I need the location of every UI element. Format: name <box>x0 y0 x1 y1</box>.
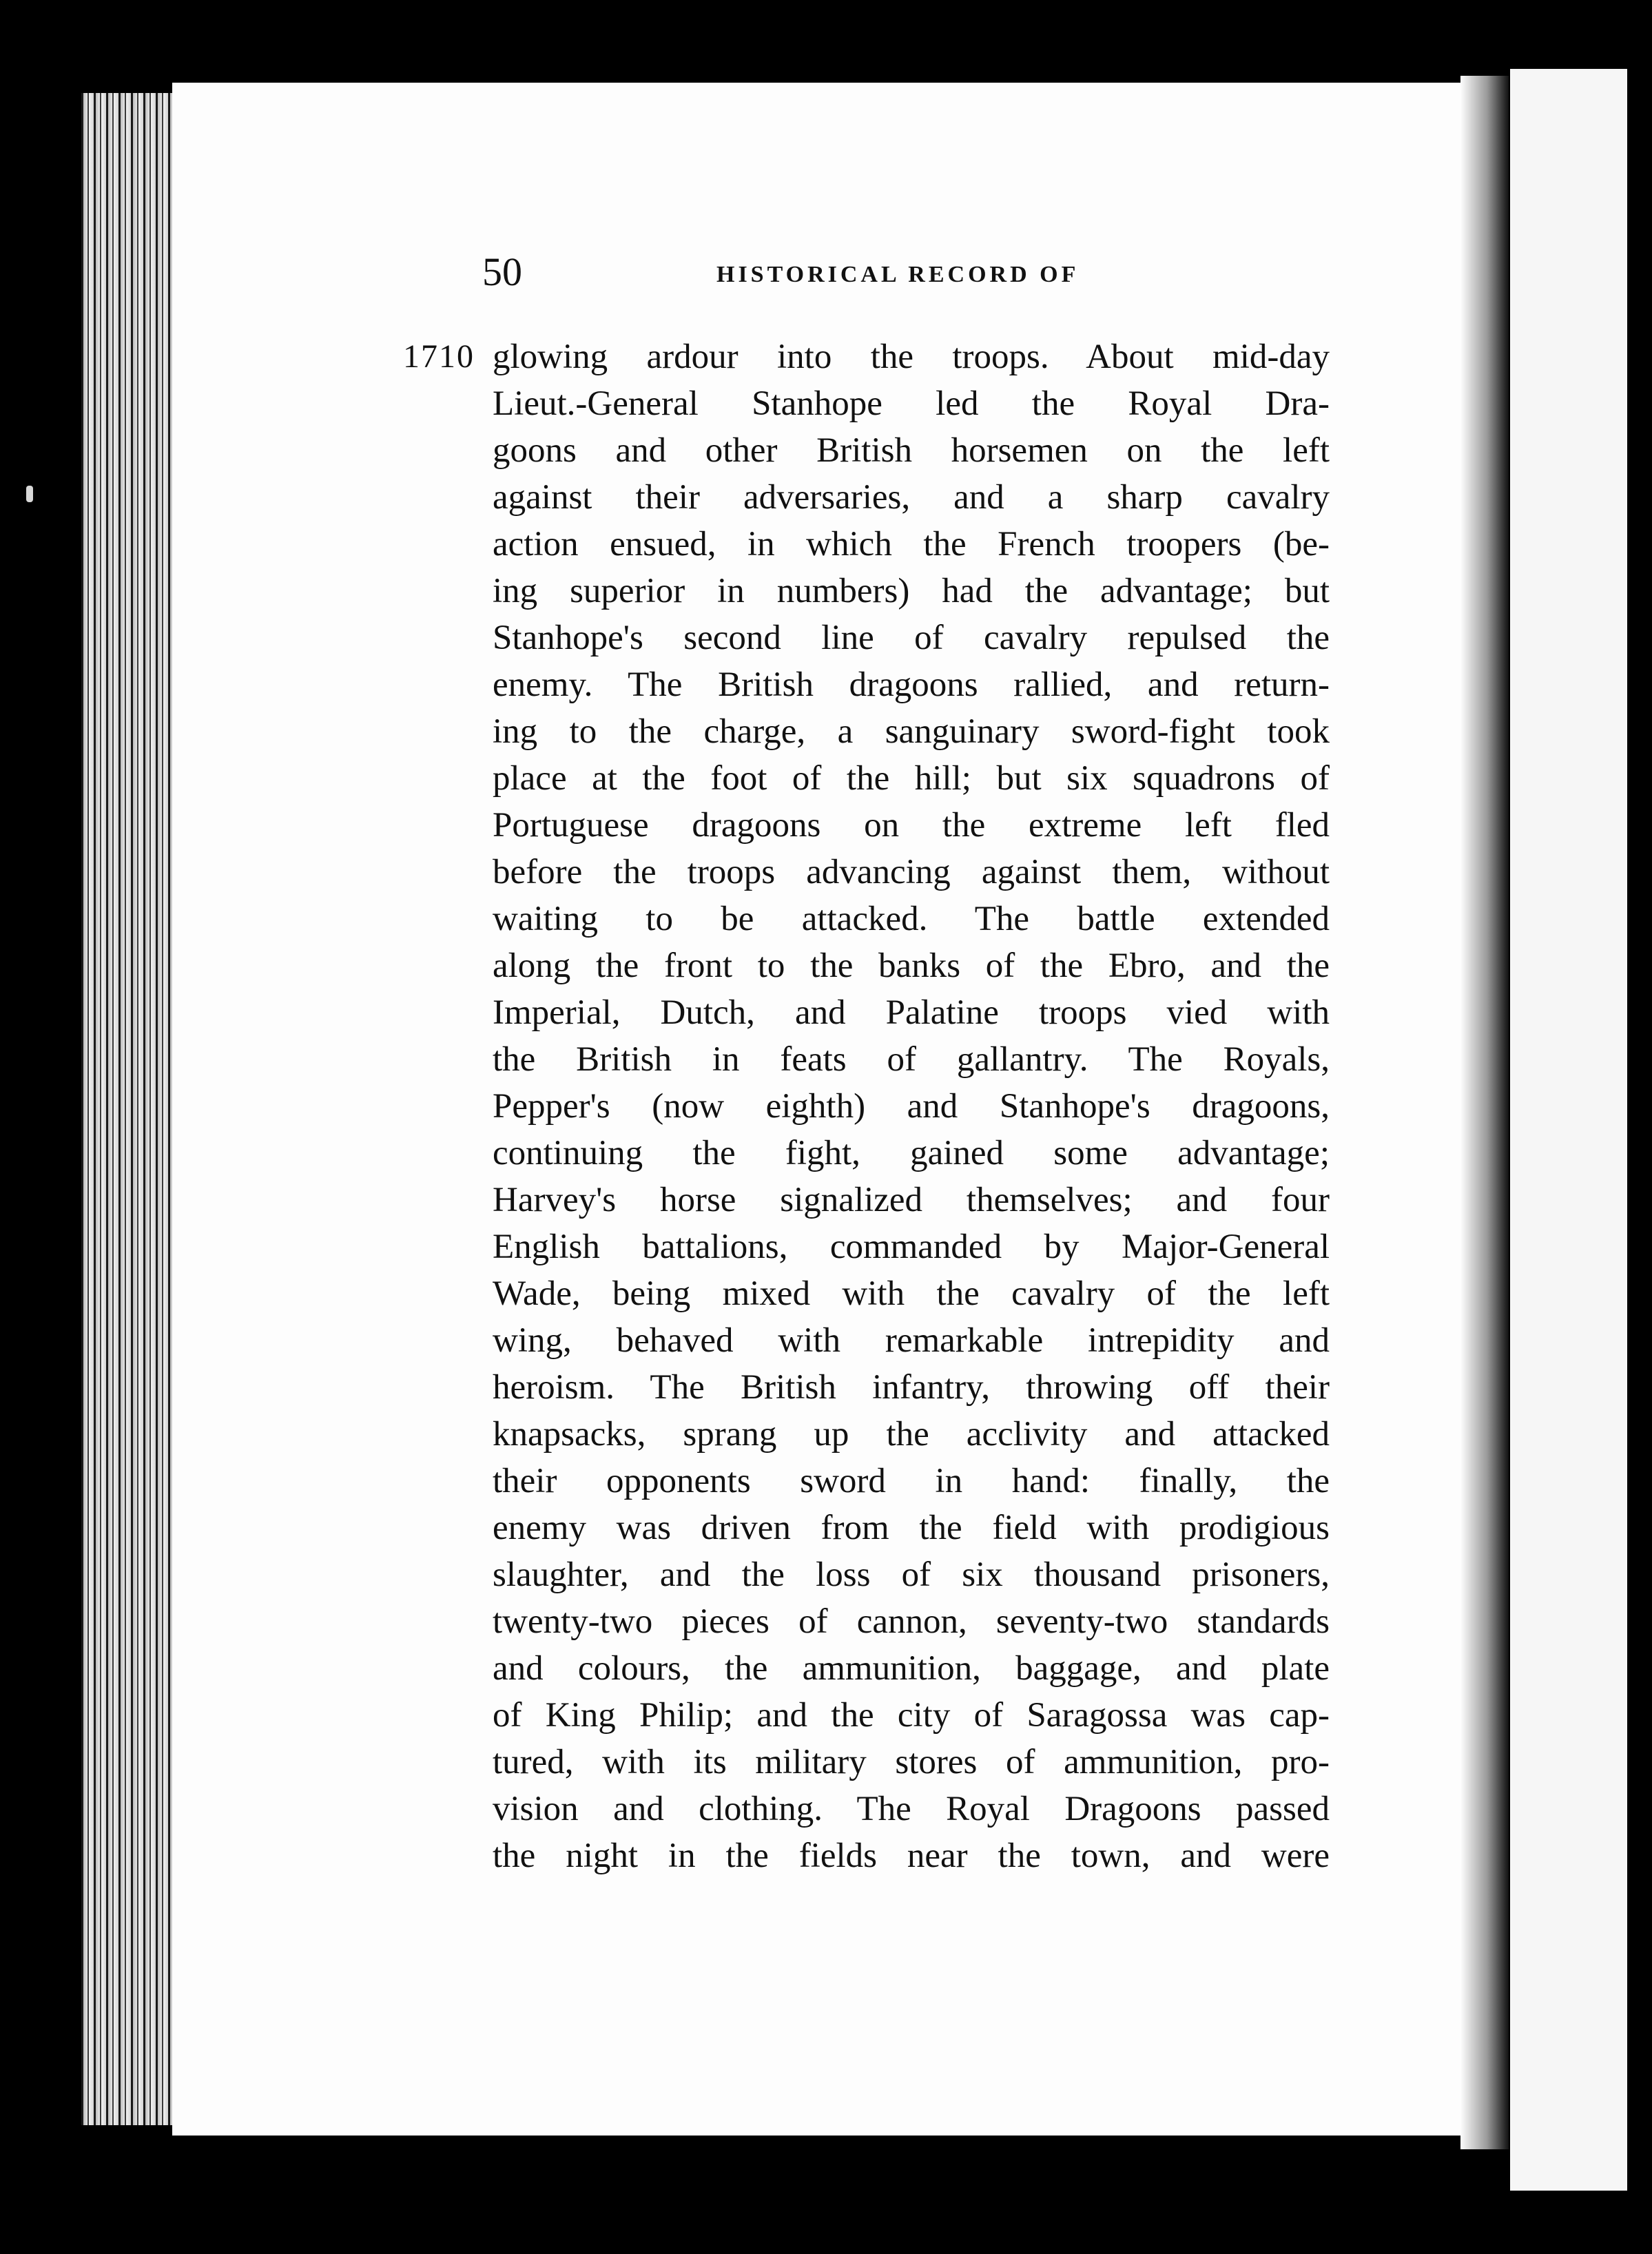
text-line: Imperial, Dutch, and Palatine troops vied with <box>493 993 1330 1032</box>
text-line: wing, behaved with remarkable intrepidity and <box>493 1321 1330 1360</box>
page-header <box>482 245 1330 300</box>
scan-speck <box>26 486 33 502</box>
text-line: against their adversaries, and a sharp cavalry <box>493 478 1330 517</box>
running-title: HISTORICAL RECORD OF <box>716 262 1080 287</box>
text-line: continuing the fight, gained some advantage; <box>493 1134 1330 1172</box>
book-gutter-shadow <box>1460 76 1509 2149</box>
facing-page <box>1510 69 1627 2191</box>
text-line: the night in the fields near the town, and were <box>493 1837 1330 1875</box>
margin-year: 1710 <box>403 338 475 375</box>
text-line: waiting to be attacked. The battle extended <box>493 900 1330 938</box>
text-line: goons and other British horsemen on the left <box>493 431 1330 470</box>
text-line: action ensued, in which the French troopers (be- <box>493 525 1330 564</box>
text-line: twenty-two pieces of cannon, seventy-two standards <box>493 1602 1330 1641</box>
text-line: heroism. The British infantry, throwing off their <box>493 1368 1330 1407</box>
text-line: of King Philip; and the city of Saragossa was cap- <box>493 1696 1330 1735</box>
body-text <box>493 333 1330 1879</box>
text-line: the British in feats of gallantry. The Royals, <box>493 1040 1330 1079</box>
text-line: and colours, the ammunition, baggage, and plate <box>493 1649 1330 1688</box>
text-line: before the troops advancing against them, without <box>493 853 1330 891</box>
text-line: place at the foot of the hill; but six squadrons of <box>493 759 1330 798</box>
text-line: their opponents sword in hand: finally, the <box>493 1462 1330 1500</box>
text-line: ing to the charge, a sanguinary sword-fight took <box>493 712 1330 751</box>
text-line: Portuguese dragoons on the extreme left fled <box>493 806 1330 845</box>
text-line: Stanhope's second line of cavalry repulsed the <box>493 619 1330 657</box>
text-line: English battalions, commanded by Major-General <box>493 1228 1330 1266</box>
text-line: enemy was driven from the field with prodigious <box>493 1509 1330 1547</box>
text-line: along the front to the banks of the Ebro, and the <box>493 947 1330 985</box>
page-number: 50 <box>482 249 522 294</box>
text-line: enemy. The British dragoons rallied, and return- <box>493 665 1330 704</box>
text-line: Harvey's horse signalized themselves; and four <box>493 1181 1330 1219</box>
text-line: glowing ardour into the troops. About mid-day <box>493 338 1330 376</box>
text-line: vision and clothing. The Royal Dragoons passed <box>493 1790 1330 1828</box>
text-line: ing superior in numbers) had the advantage; but <box>493 572 1330 610</box>
text-line: slaughter, and the loss of six thousand prisoners, <box>493 1555 1330 1594</box>
text-line: knapsacks, sprang up the acclivity and attacked <box>493 1415 1330 1454</box>
text-line: tured, with its military stores of ammunition, pro- <box>493 1743 1330 1781</box>
text-line: Lieut.-General Stanhope led the Royal Dra- <box>493 384 1330 423</box>
text-line: Wade, being mixed with the cavalry of the left <box>493 1274 1330 1313</box>
text-line: Pepper's (now eighth) and Stanhope's dragoons, <box>493 1087 1330 1126</box>
